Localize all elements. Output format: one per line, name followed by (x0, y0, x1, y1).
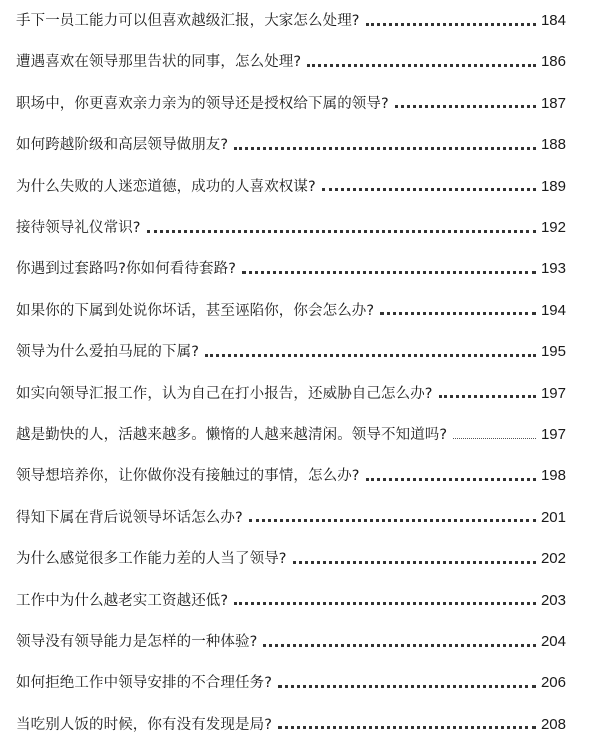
dot-leader (293, 561, 536, 564)
toc-entry[interactable] (16, 257, 566, 281)
toc-entry-title: 职场中，你更喜欢亲力亲为的领导还是授权给下属的领导? (16, 95, 389, 112)
toc-entry-title: 如实向领导汇报工作，认为自己在打小报告，还威胁自己怎么办? (16, 385, 433, 402)
dot-leader (307, 64, 536, 67)
toc-entry-page-number: 198 (540, 467, 566, 485)
toc-entry-title: 领导想培养你，让你做你没有接触过的事情，怎么办? (16, 468, 360, 485)
toc-entry[interactable] (16, 299, 566, 323)
toc-entry-page-number: 186 (540, 53, 566, 71)
toc-entry[interactable] (16, 423, 566, 447)
toc-entry-title: 领导为什么爱拍马屁的下属? (16, 344, 199, 361)
toc-entry-page-number: 206 (540, 674, 566, 692)
dot-leader (366, 478, 536, 481)
toc-entry[interactable] (16, 92, 566, 116)
toc-entry[interactable] (16, 9, 566, 33)
toc-entry[interactable] (16, 382, 566, 406)
toc-entry-title: 领导没有领导能力是怎样的一种体验? (16, 634, 258, 650)
toc-entry-page-number: 208 (540, 715, 566, 733)
dot-leader (242, 271, 536, 274)
dot-leader (453, 438, 536, 439)
toc-entry[interactable] (16, 340, 566, 364)
dot-leader (395, 105, 536, 108)
dot-leader (439, 395, 536, 398)
toc-entry-page-number: 194 (540, 301, 566, 319)
toc-entry[interactable] (16, 175, 566, 199)
dot-leader (278, 726, 536, 729)
toc-entry[interactable] (16, 630, 566, 654)
dot-leader (234, 147, 536, 150)
toc-entry-title: 如何跨越阶级和高层领导做朋友? (16, 137, 229, 154)
toc-entry-page-number: 204 (540, 633, 566, 650)
toc-entry-page-number: 195 (540, 343, 566, 361)
toc-entry-title: 如果你的下属到处说你坏话，甚至诬陷你，你会怎么办? (16, 302, 375, 319)
toc-entry-page-number: 201 (540, 508, 566, 526)
toc-entry[interactable] (16, 589, 566, 613)
dot-leader (234, 602, 536, 605)
toc-entry-title: 得知下属在背后说领导坏话怎么办? (16, 509, 243, 526)
toc-entry-page-number: 189 (540, 177, 566, 195)
toc-entry[interactable] (16, 671, 566, 695)
toc-entry-page-number: 203 (540, 591, 566, 609)
toc-entry-title: 手下一员工能力可以但喜欢越级汇报，大家怎么处理? (16, 13, 360, 29)
toc-entry-page-number: 202 (540, 550, 566, 568)
toc-entry-title: 为什么感觉很多工作能力差的人当了领导? (16, 551, 287, 568)
toc-entry[interactable] (16, 464, 566, 488)
toc-entry[interactable] (16, 506, 566, 530)
toc-entry-page-number: 192 (540, 219, 566, 236)
dot-leader (263, 644, 536, 647)
toc-entry-title: 接待领导礼仪常识? (16, 220, 141, 236)
toc-entry-page-number: 197 (540, 426, 566, 443)
toc-entry-page-number: 197 (540, 384, 566, 402)
dot-leader (380, 312, 536, 315)
dot-leader (249, 519, 536, 522)
dot-leader (322, 188, 536, 191)
toc-entry-title: 如何拒绝工作中领导安排的不合理任务? (16, 675, 272, 692)
toc-entry-title: 工作中为什么越老实工资越还低? (16, 592, 229, 609)
toc-entry[interactable] (16, 713, 566, 737)
toc-entry-title: 你遇到过套路吗?你如何看待套路? (16, 261, 236, 278)
dot-leader (278, 685, 536, 688)
dot-leader (147, 230, 536, 233)
toc-entry[interactable] (16, 133, 566, 157)
toc-entry-page-number: 184 (540, 12, 566, 29)
toc-entry-title: 遭遇喜欢在领导那里告状的同事，怎么处理? (16, 54, 302, 71)
toc-entry-title: 为什么失败的人迷恋道德，成功的人喜欢权谋? (16, 178, 316, 195)
dot-leader (366, 23, 536, 26)
toc-entry[interactable] (16, 50, 566, 74)
dot-leader (205, 354, 536, 357)
toc-entry[interactable] (16, 216, 566, 240)
toc-entry[interactable] (16, 547, 566, 571)
toc-entry-page-number: 193 (540, 260, 566, 278)
toc-entry-page-number: 187 (540, 94, 566, 112)
toc-entry-title: 当吃别人饭的时候，你有没有发现是局? (16, 716, 272, 733)
toc-entry-title: 越是勤快的人，活越来越多。懒惰的人越来越清闲。领导不知道吗? (16, 427, 448, 443)
toc-entry-page-number: 188 (540, 136, 566, 154)
